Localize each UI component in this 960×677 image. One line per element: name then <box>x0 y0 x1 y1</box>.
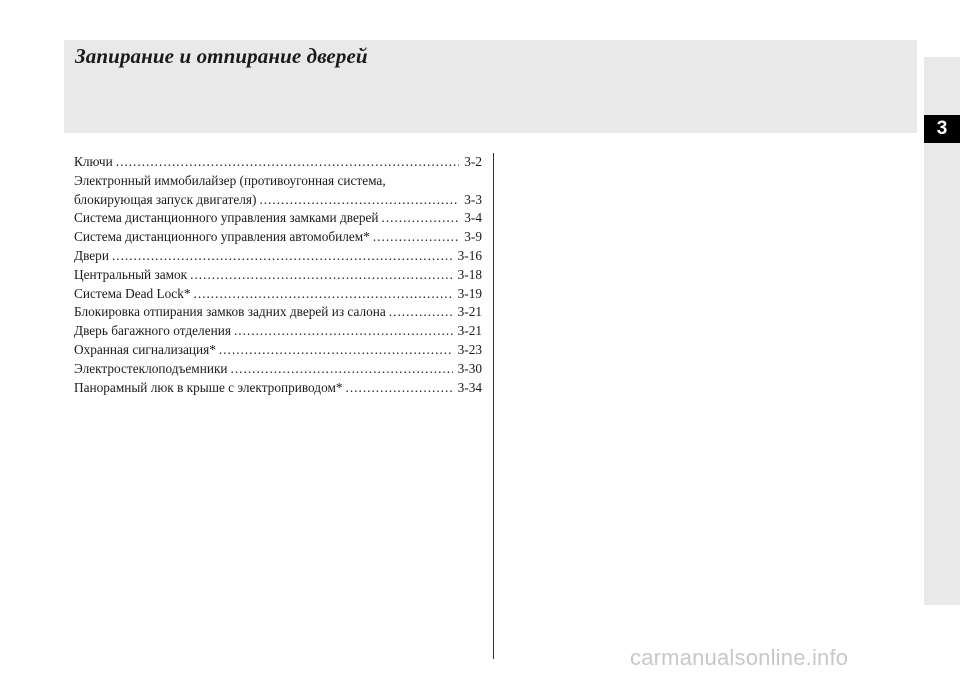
toc-item-page: 3-4 <box>464 210 482 226</box>
toc-item-page: 3-21 <box>457 304 482 320</box>
toc-item-text: Система Dead Lock* <box>74 285 191 301</box>
section-header <box>64 40 917 133</box>
toc-leader-dots <box>373 228 459 247</box>
page-title: Запирание и отпирание дверей <box>75 44 368 68</box>
toc-leader-dots <box>194 285 453 304</box>
toc-item-text: Система дистанционного управления замками дверей <box>74 210 379 226</box>
toc-leader-dots <box>112 247 453 266</box>
toc-item-text: Блокировка отпирания замков задних дверей из салона <box>74 304 386 320</box>
toc-item-remote-vehicle[interactable] <box>74 228 482 247</box>
toc-item-text: Электронный иммобилайзер (противоугонная система, <box>74 172 386 188</box>
toc-item-text: Двери <box>74 247 109 263</box>
toc-item-dead-lock[interactable] <box>74 285 482 304</box>
column-divider <box>493 153 494 659</box>
toc-item-page: 3-18 <box>457 266 482 282</box>
toc-item-sunroof[interactable] <box>74 379 482 398</box>
toc-leader-dots <box>382 209 460 228</box>
toc-item-page: 3-16 <box>457 247 482 263</box>
table-of-contents <box>74 153 482 397</box>
toc-item-page: 3-34 <box>457 379 482 395</box>
toc-item-immobilizer-cont[interactable] <box>74 191 482 210</box>
toc-item-text: блокирующая запуск двигателя) <box>74 191 257 207</box>
toc-item-central-lock[interactable] <box>74 266 482 285</box>
toc-item-page: 3-3 <box>464 191 482 207</box>
toc-item-page: 3-30 <box>457 360 482 376</box>
toc-item-page: 3-19 <box>457 285 482 301</box>
toc-item-page: 3-9 <box>464 229 482 245</box>
toc-leader-dots <box>346 379 453 398</box>
toc-item-text: Ключи <box>74 154 113 169</box>
toc-item-page: 3-21 <box>457 323 482 339</box>
toc-item-text: Система дистанционного управления автомобилем* <box>74 229 370 245</box>
toc-leader-dots <box>190 266 452 285</box>
toc-leader-dots <box>116 153 460 172</box>
toc-leader-dots <box>219 341 453 360</box>
toc-leader-dots <box>231 360 453 379</box>
toc-leader-dots <box>234 322 453 341</box>
toc-item-power-windows[interactable] <box>74 360 482 379</box>
toc-leader-dots <box>389 303 453 322</box>
toc-item-child-lock[interactable] <box>74 303 482 322</box>
toc-item-text: Электростеклоподъемники <box>74 360 228 376</box>
toc-item-text: Панорамный люк в крыше с электроприводом* <box>74 379 343 395</box>
toc-item-text: Дверь багажного отделения <box>74 323 231 339</box>
chapter-number-badge: 3 <box>924 115 960 143</box>
toc-item-page: 3-23 <box>457 341 482 357</box>
toc-item-tailgate[interactable] <box>74 322 482 341</box>
toc-item-page: 3-2 <box>464 154 482 169</box>
toc-item-immobilizer[interactable] <box>74 172 482 191</box>
toc-item-alarm[interactable] <box>74 341 482 360</box>
toc-item-remote-locks[interactable] <box>74 209 482 228</box>
toc-item-text: Центральный замок <box>74 266 188 282</box>
site-watermark: carmanualsonline.info <box>630 645 849 670</box>
toc-item-doors[interactable] <box>74 247 482 266</box>
toc-leader-dots <box>259 191 459 210</box>
toc-item-text: Охранная сигнализация* <box>74 341 216 357</box>
toc-item-keys[interactable] <box>74 153 482 172</box>
